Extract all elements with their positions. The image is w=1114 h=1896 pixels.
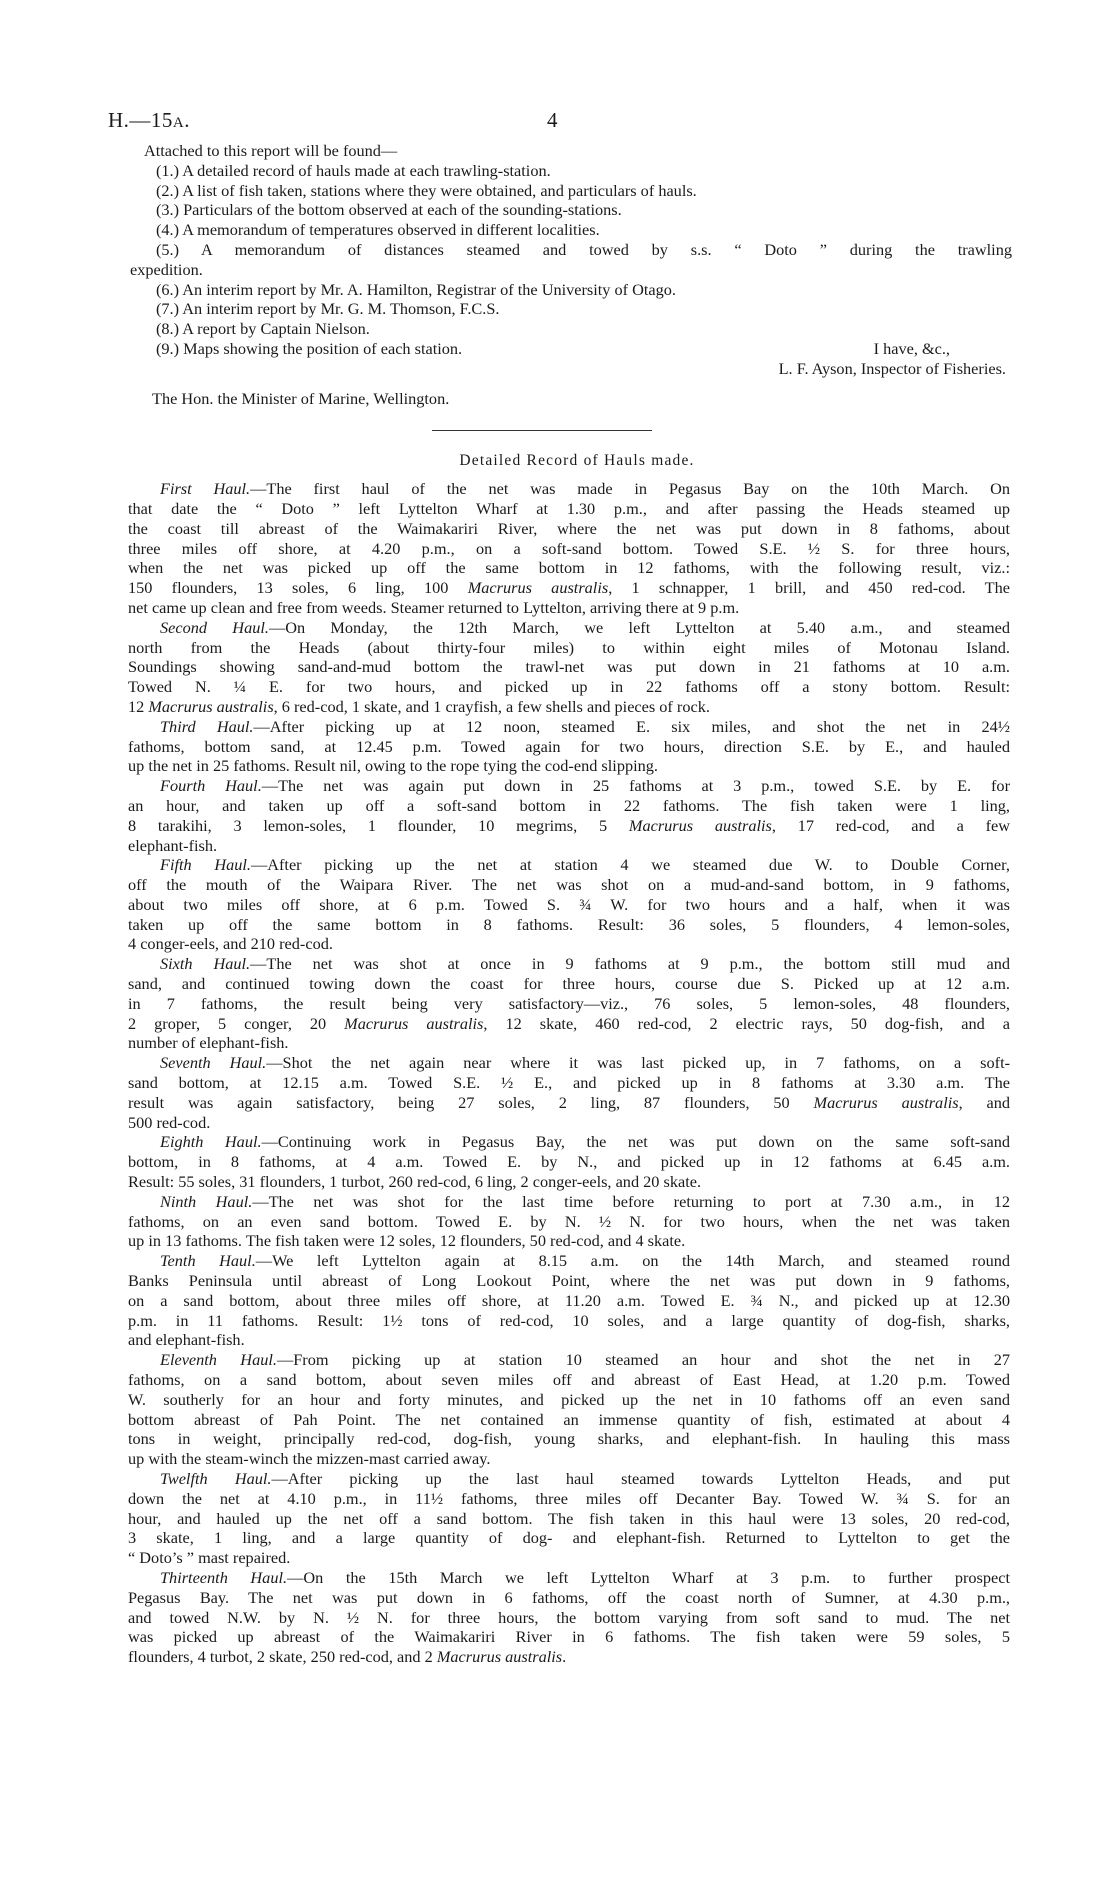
haul-line: bottom, in 8 fathoms, at 4 a.m. Towed E. by N., and picked up in 12 fathoms at 6.45 a.m. xyxy=(128,1152,1010,1172)
attachment-item: (5.) A memorandum of distances steamed and towed by s.s. “ Doto ” during the trawling xyxy=(156,239,1012,259)
haul-line: 500 red-cod. xyxy=(128,1112,211,1132)
haul-paragraph xyxy=(128,1567,1010,1667)
haul-paragraph xyxy=(128,1350,1011,1469)
addressee: The Hon. the Minister of Marine, Wellington. xyxy=(152,388,450,408)
haul-line: fathoms, on a sand bottom, about seven miles off and abreast of East Head, at 1.20 p.m. Towed xyxy=(128,1370,1010,1390)
haul-line: Pegasus Bay. The net was put down in 6 fathoms, off the coast north of Sumner, at 4.30 p.m., xyxy=(128,1587,1010,1607)
page-number: 4 xyxy=(547,108,558,132)
attachment-item: (1.) A detailed record of hauls made at each trawling-station. xyxy=(156,160,551,180)
haul-line: Soundings showing sand-and-mud bottom the trawl-net was put down in 21 fathoms at 10 a.m. xyxy=(128,657,1010,677)
haul-paragraph xyxy=(128,1251,1011,1350)
haul-line: in 7 fathoms, the result being very satisfactory—viz., 76 soles, 5 lemon-soles, 48 flounders, xyxy=(128,993,1010,1013)
haul-line: bottom abreast of Pah Point. The net contained an immense quantity of fish, estimated at about 4 xyxy=(128,1409,1010,1429)
haul-paragraph xyxy=(128,776,1010,855)
haul-title: Tenth Haul. xyxy=(160,1251,256,1271)
haul-title: First Haul. xyxy=(160,479,251,499)
haul-line: Thirteenth Haul.—On the 15th March we left Lyttelton Wharf at 3 p.m. to further prospect xyxy=(160,1567,1010,1587)
haul-line: down the net at 4.10 p.m., in 11½ fathoms, three miles off Decanter Bay. Towed W. ¾ S. for an xyxy=(128,1488,1010,1508)
haul-line: Towed N. ¼ E. for two hours, and picked up in 22 fathoms off a stony bottom. Result: xyxy=(128,677,1010,697)
haul-line: W. southerly for an hour and forty minutes, and picked up the net in 10 fathoms off an even sand xyxy=(128,1389,1010,1409)
haul-line: Ninth Haul.—The net was shot for the last time before returning to port at 7.30 a.m., in 12 xyxy=(160,1191,1010,1211)
haul-line: number of elephant-fish. xyxy=(128,1033,289,1053)
haul-line: sand, and continued towing down the coast for three hours, course due S. Picked up at 12 a.m. xyxy=(128,974,1010,994)
haul-line: Second Haul.—On Monday, the 12th March, we left Lyttelton at 5.40 a.m., and steamed xyxy=(160,617,1010,637)
haul-line: up the net in 25 fathoms. Result nil, owing to the rope tying the cod-end slipping. xyxy=(128,756,658,776)
haul-title: Fourth Haul. xyxy=(160,776,262,796)
haul-paragraph xyxy=(128,1191,1010,1251)
haul-line: an hour, and taken up off a soft-sand bottom in 22 fathoms. The fish taken were 1 ling, xyxy=(128,795,1010,815)
species-name: Macrurus australis xyxy=(467,578,609,598)
attachment-item: (9.) Maps showing the position of each station. xyxy=(156,338,463,358)
signature-row xyxy=(144,359,1010,379)
haul-title: Seventh Haul. xyxy=(160,1053,267,1073)
code-main: H.—15 xyxy=(108,108,173,132)
haul-line: on a sand bottom, about three miles off shore, at 11.20 a.m. Towed E. ¾ N., and picked up at 12.30 xyxy=(128,1290,1010,1310)
haul-line: “ Doto’s ” mast repaired. xyxy=(128,1548,291,1568)
haul-paragraph xyxy=(128,1053,1011,1132)
haul-line: sand bottom, at 12.15 a.m. Towed S.E. ½ E., and picked up in 8 fathoms at 3.30 a.m. The xyxy=(128,1073,1010,1093)
haul-title: Thirteenth Haul. xyxy=(160,1567,288,1587)
attachment-item: (2.) A list of fish taken, stations where they were obtained, and particulars of hauls. xyxy=(156,180,697,200)
haul-line: elephant-fish. xyxy=(128,835,218,855)
haul-line: Eighth Haul.—Continuing work in Pegasus Bay, the net was put down on the same soft-sand xyxy=(160,1132,1010,1152)
haul-line: and elephant-fish. xyxy=(128,1330,245,1350)
section-divider xyxy=(432,430,652,431)
haul-line: up in 13 fathoms. The fish taken were 12 soles, 12 flounders, 50 red-cod, and 4 skate. xyxy=(128,1231,686,1251)
haul-line: flounders, 4 turbot, 2 skate, 250 red-cod, and 2 Macrurus australis. xyxy=(128,1647,567,1667)
attachments-block xyxy=(130,141,1012,408)
haul-line: p.m. in 11 fathoms. Result: 1½ tons of red-cod, 10 soles, and a large quantity of dog-fish, sharks, xyxy=(128,1310,1010,1330)
haul-paragraph xyxy=(128,1132,1010,1192)
hauls-record xyxy=(128,479,1011,1667)
haul-line: taken up off the same bottom in 8 fathoms. Result: 36 soles, 5 flounders, 4 lemon-soles, xyxy=(128,914,1010,934)
haul-line: fathoms, bottom sand, at 12.45 p.m. Towed again for two hours, direction S.E. by E., and hauled xyxy=(128,736,1010,756)
haul-line: Tenth Haul.—We left Lyttelton again at 8.15 a.m. on the 14th March, and steamed round xyxy=(160,1251,1011,1271)
haul-line: when the net was picked up off the same bottom in 12 fathoms, with the following result, viz.: xyxy=(128,558,1010,578)
haul-line: 12 Macrurus australis, 6 red-cod, 1 skate, and 1 crayfish, a few shells and pieces of rock. xyxy=(128,696,710,716)
haul-line: 4 conger-eels, and 210 red-cod. xyxy=(128,934,333,954)
species-name: Macrurus australis xyxy=(148,696,274,716)
haul-line: net came up clean and free from weeds. Steamer returned to Lyttelton, arriving there at 9 p.m. xyxy=(128,597,740,617)
haul-line: 3 skate, 1 ling, and a large quantity of dog- and elephant-fish. Returned to Lyttelton to get the xyxy=(128,1528,1010,1548)
haul-line: fathoms, on an even sand bottom. Towed E. by N. ½ N. for two hours, when the net was taken xyxy=(128,1211,1010,1231)
haul-line: Banks Peninsula until abreast of Long Lookout Point, where the net was put down in 9 fathoms, xyxy=(128,1271,1010,1291)
haul-title: Sixth Haul. xyxy=(160,954,251,974)
haul-paragraph xyxy=(128,716,1010,776)
haul-line: Fourth Haul.—The net was again put down in 25 fathoms at 3 p.m., towed S.E. by E. for xyxy=(160,776,1010,796)
haul-line: 150 flounders, 13 soles, 6 ling, 100 Macrurus australis, 1 schnapper, 1 brill, and 450 red-cod. The xyxy=(128,578,1010,598)
haul-line: Sixth Haul.—The net was shot at once in 9 fathoms at 9 p.m., the bottom still mud and xyxy=(160,954,1010,974)
haul-title: Third Haul. xyxy=(160,716,254,736)
haul-title: Fifth Haul. xyxy=(160,855,251,875)
attachment-item-continued: expedition. xyxy=(130,259,203,279)
haul-title: Eighth Haul. xyxy=(160,1132,262,1152)
document-code xyxy=(108,108,190,133)
species-name: Macrurus australis xyxy=(344,1013,484,1033)
closing-phrase: I have, &c., xyxy=(873,338,950,358)
code-suffix: A xyxy=(172,115,185,131)
attachments-intro: Attached to this report will be found— xyxy=(144,141,398,160)
section-title: Detailed Record of Hauls made. xyxy=(459,452,695,470)
haul-title: Twelfth Haul. xyxy=(160,1469,272,1488)
haul-line: and towed N.W. by N. ½ N. for three hours, the bottom varying from soft sand to mud. The net xyxy=(128,1607,1010,1627)
haul-line: Result: 55 soles, 31 flounders, 1 turbot, 260 red-cod, 6 ling, 2 conger-eels, and 20 skate. xyxy=(128,1172,702,1192)
document-body xyxy=(128,141,1012,1667)
haul-paragraph xyxy=(128,855,1010,954)
haul-line: First Haul.—The first haul of the net was made in Pegasus Bay on the 10th March. On xyxy=(160,479,1010,499)
haul-line: three miles off shore, at 4.20 p.m., on a soft-sand bottom. Towed S.E. ½ S. for three hours, xyxy=(128,538,1010,558)
signature: L. F. Ayson, Inspector of Fisheries. xyxy=(778,358,1006,378)
haul-line: that date the “ Doto ” left Lyttelton Wharf at 1.30 p.m., and after passing the Heads steamed up xyxy=(128,498,1010,518)
haul-line: 2 groper, 5 conger, 20 Macrurus australis, 12 skate, 460 red-cod, 2 electric rays, 50 dog-fish, and a xyxy=(128,1013,1010,1033)
haul-line: Twelfth Haul.—After picking up the last haul steamed towards Lyttelton Heads, and put xyxy=(160,1469,1010,1488)
species-name: Macrurus australis xyxy=(628,815,772,835)
haul-line: Seventh Haul.—Shot the net again near where it was last picked up, in 7 fathoms, on a soft- xyxy=(160,1053,1011,1073)
haul-title: Second Haul. xyxy=(160,617,269,637)
haul-paragraph xyxy=(128,617,1010,717)
haul-line: hour, and hauled up the net off a sand bottom. The fish taken in this haul were 13 soles, 20 red-cod, xyxy=(128,1508,1010,1528)
attachment-item: (8.) A report by Captain Nielson. xyxy=(156,319,370,339)
attachment-item: (7.) An interim report by Mr. G. M. Thomson, F.C.S. xyxy=(156,299,500,319)
haul-line: was picked up abreast of the Waimakariri River in 6 fathoms. The fish taken were 59 soles, 5 xyxy=(128,1627,1010,1647)
haul-paragraph xyxy=(128,479,1010,618)
haul-paragraph xyxy=(128,954,1010,1053)
species-name: Macrurus australis xyxy=(813,1092,959,1112)
item9-and-closing xyxy=(144,339,1010,359)
attachment-item: (4.) A memorandum of temperatures observed in different localities. xyxy=(156,220,600,240)
haul-line: the coast till abreast of the Waimakariri River, where the net was put down in 8 fathoms, about xyxy=(128,518,1010,538)
haul-line: north from the Heads (about thirty-four miles) to within eight miles of Motonau Island. xyxy=(128,637,1010,657)
haul-line: 8 tarakihi, 3 lemon-soles, 1 flounder, 10 megrims, 5 Macrurus australis, 17 red-cod, and a few xyxy=(128,815,1010,835)
haul-line: Eleventh Haul.—From picking up at station 10 steamed an hour and shot the net in 27 xyxy=(160,1350,1011,1370)
haul-title: Eleventh Haul. xyxy=(160,1350,277,1370)
haul-line: result was again satisfactory, being 27 soles, 2 ling, 87 flounders, 50 Macrurus australis, and xyxy=(128,1092,1011,1112)
species-name: Macrurus australis xyxy=(436,1647,563,1667)
haul-line: Third Haul.—After picking up at 12 noon, steamed E. six miles, and shot the net in 24½ xyxy=(160,716,1010,736)
code-end: . xyxy=(184,108,191,132)
attachment-item: (6.) An interim report by Mr. A. Hamilton, Registrar of the University of Otago. xyxy=(156,279,677,299)
haul-line: up with the steam-winch the mizzen-mast carried away. xyxy=(128,1449,491,1469)
haul-line: tons in weight, principally red-cod, dog-fish, young sharks, and elephant-fish. In hauling this mass xyxy=(128,1429,1010,1449)
haul-line: about two miles off shore, at 6 p.m. Towed S. ¾ W. for two hours and a half, when it was xyxy=(128,894,1010,914)
haul-line: Fifth Haul.—After picking up the net at station 4 we steamed due W. to Double Corner, xyxy=(160,855,1010,875)
haul-title: Ninth Haul. xyxy=(160,1191,253,1211)
attachment-item: (3.) Particulars of the bottom observed at each of the sounding-stations. xyxy=(156,200,622,220)
haul-line: off the mouth of the Waipara River. The net was shot on a mud-and-sand bottom, in 9 fathoms, xyxy=(128,875,1010,895)
haul-paragraph xyxy=(128,1469,1010,1568)
